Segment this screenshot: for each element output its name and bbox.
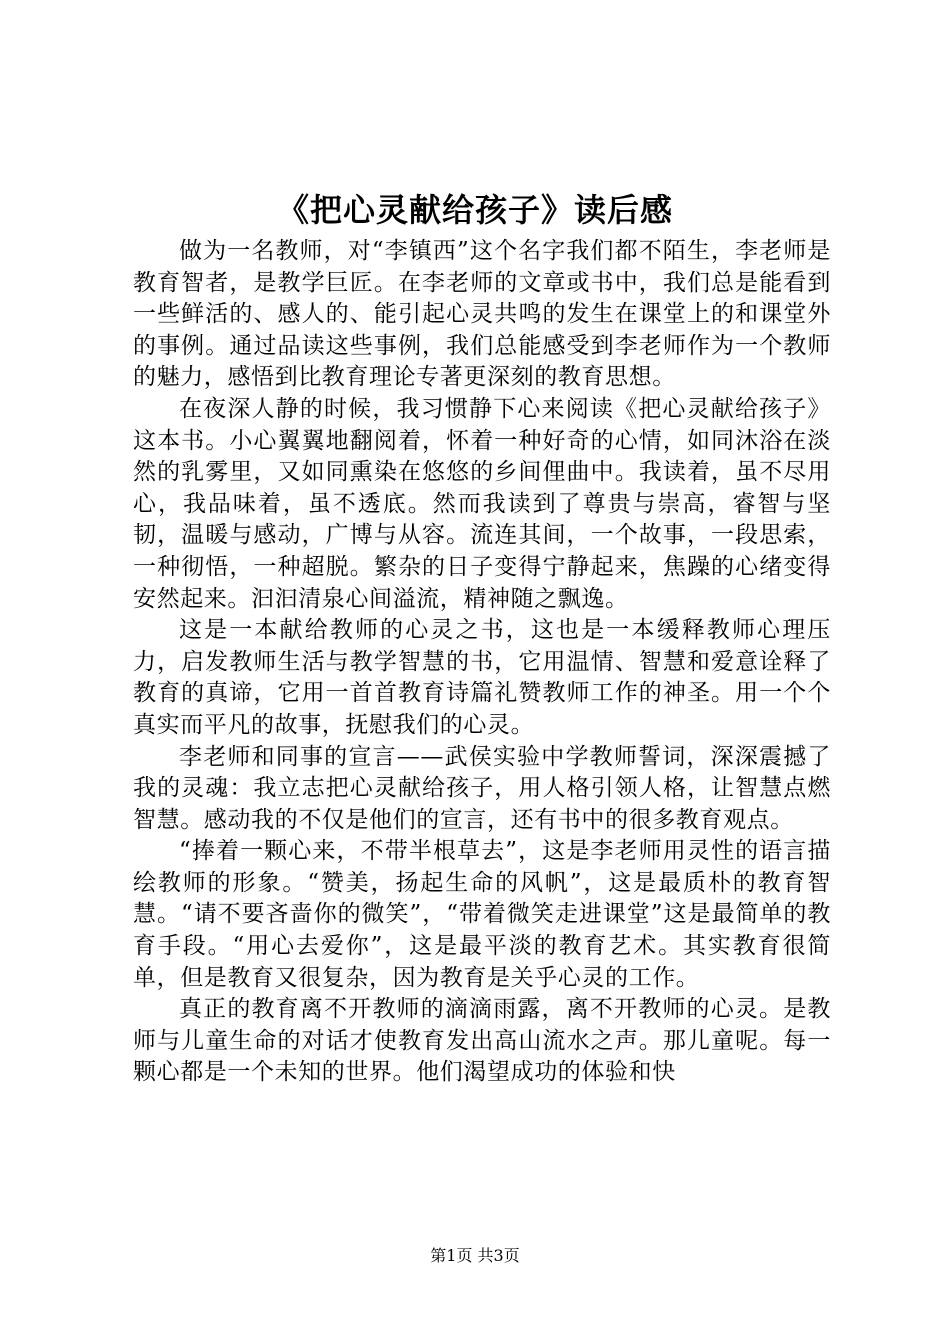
paragraph-2: 在夜深人静的时候，我习惯静下心来阅读《把心灵献给孩子》这本书。小心翼翼地翻阅着，怀着一种好奇的心情，如同沐浴在淡然的乳雾里，又如同熏染在悠悠的乡间俚曲中。我读着，虽不尽用心，我品味着，虽不透底。然而我读到了尊贵与崇高，睿智与坚韧，温暖与感动，广博与从容。流连其间，一个故事，一段思索，一种彻悟，一种超脱。繁杂的日子变得宁静起来，焦躁的心绪变得安然起来。汩汩清泉心间溢流，精神随之飘逸。 (133, 395, 831, 612)
page-number-footer: 第1页 共3页 (430, 1246, 520, 1265)
paragraph-3: 这是一本献给教师的心灵之书，这也是一本缓释教师心理压力，启发教师生活与教学智慧的书，它用温情、智慧和爱意诠释了教育的真谛，它用一首首教育诗篇礼赞教师工作的神圣。用一个个真实而平凡的故事，抚慰我们的心灵。 (133, 617, 831, 738)
document-body (133, 236, 831, 1089)
document-title: 《把心灵献给孩子》读后感 (276, 191, 673, 229)
paragraph-6: 真正的教育离不开教师的滴滴雨露，离不开教师的心灵。是教师与儿童生命的对话才使教育发出高山流水之声。那儿童呢。每一颗心都是一个未知的世界。他们渴望成功的体验和快 (133, 996, 831, 1086)
paragraph-4: 李老师和同事的宣言——武侯实验中学教师誓词，深深震撼了我的灵魂：我立志把心灵献给孩子，用人格引领人格，让智慧点燃智慧。感动我的不仅是他们的宣言，还有书中的很多教育观点。 (133, 743, 831, 833)
paragraph-5: “捧着一颗心来，不带半根草去”，这是李老师用灵性的语言描绘教师的形象。“赞美，扬起生命的风帆”，这是最质朴的教育智慧。“请不要吝啬你的微笑”，“带着微笑走进课堂”这是最简单的教育手段。“用心去爱你”，这是最平淡的教育艺术。其实教育很简单，但是教育又很复杂，因为教育是关乎心灵的工作。 (133, 838, 831, 991)
paragraph-1: 做为一名教师，对“李镇西”这个名字我们都不陌生，李老师是教育智者，是教学巨匠。在李老师的文章或书中，我们总是能看到一些鲜活的、感人的、能引起心灵共鸣的发生在课堂上的和课堂外的事例。通过品读这些事例，我们总能感受到李老师作为一个教师的魅力，感悟到比教育理论专著更深刻的教育思想。 (133, 238, 831, 391)
